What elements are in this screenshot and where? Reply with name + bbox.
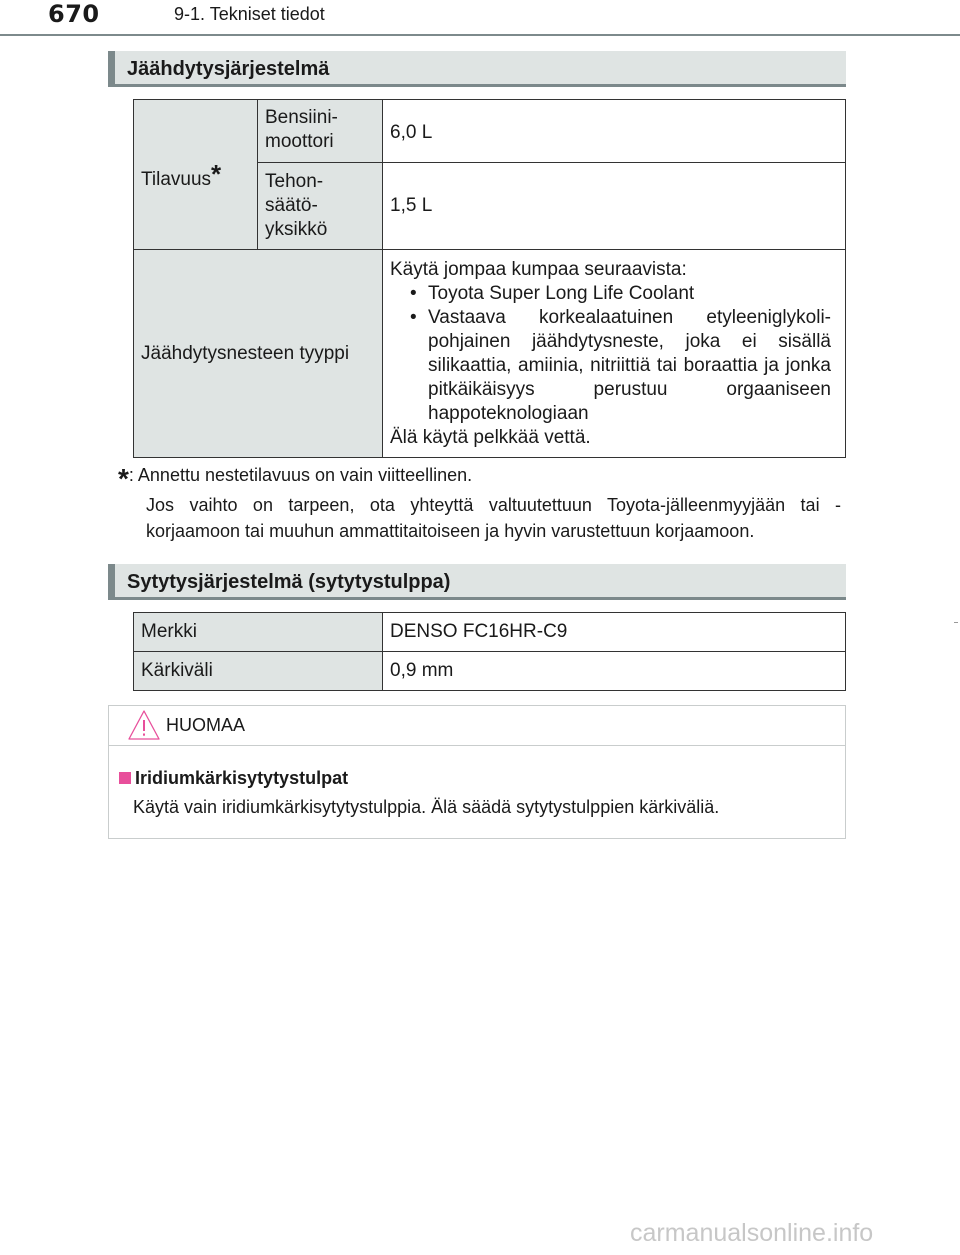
pink-square-icon (119, 772, 131, 784)
brand-label: Merkki (134, 613, 383, 652)
cooling-section-heading (108, 51, 846, 87)
petrol-engine-value: 6,0 L (383, 100, 846, 163)
chapter-title: 9-1. Tekniset tiedot (174, 4, 325, 24)
capacity-label: Tilavuus (141, 168, 212, 190)
table-row (134, 613, 846, 652)
notice-subheading: Iridiumkärkisytytystulpat (135, 768, 349, 788)
notice-heading: HUOMAA (166, 715, 246, 735)
ignition-section-heading (108, 564, 846, 600)
notice-box (108, 705, 846, 839)
footnote-asterisk: * (118, 463, 129, 494)
petrol-engine-label: Bensiini- moottori (258, 100, 383, 163)
footnote-line-1 (118, 462, 841, 492)
brand-value: DENSO FC16HR-C9 (383, 613, 846, 652)
margin-mark (954, 622, 958, 623)
coolant-type-value (383, 250, 846, 458)
notice-header (109, 706, 845, 746)
table-row (134, 250, 846, 458)
list-item: • Vastaava korkealaatuinen etyleeniglykolipohjainen jäähdytysneste, joka ei sisällä silikaattia, amiinia, nitriittiä tai boraattia ja jonka pitkäikäisyys perustuu orgaaniseen happoteknologiaan (390, 306, 831, 426)
table-row (134, 100, 846, 163)
cooling-section-title: Jäähdytysjärjestelmä (127, 58, 330, 80)
ignition-spec-table (133, 612, 846, 691)
table-row (134, 652, 846, 691)
notice-body (119, 764, 719, 822)
coolant-type-intro: Käytä jompaa kumpaa seuraavista: (390, 258, 687, 280)
power-control-unit-value: 1,5 L (383, 163, 846, 250)
header-rule (0, 34, 960, 36)
watermark: carmanualsonline.info (630, 1219, 874, 1247)
capacity-footnote (118, 462, 841, 544)
gap-value: 0,9 mm (383, 652, 846, 691)
capacity-asterisk: * (211, 158, 222, 189)
notice-text: Käytä vain iridiumkärkisytytystulppia. Älä säädä sytytystulppien kärkiväliä. (133, 797, 720, 817)
coolant-options-list (390, 282, 831, 426)
footnote-line-2: Jos vaihto on tarpeen, ota yhteyttä valtuutettuun Toyota-jälleenmyyjään tai -korjaamoon tai muuhun ammattitaitoiseen ja hyvin varustettuun korjaamoon. (146, 495, 841, 541)
list-item: • Toyota Super Long Life Coolant (390, 282, 831, 306)
power-control-unit-label: Tehon- säätö- yksikkö (258, 163, 383, 250)
capacity-label-cell (134, 100, 258, 250)
ignition-section-title: Sytytysjärjestelmä (sytytystulppa) (127, 571, 451, 593)
coolant-type-label: Jäähdytysnesteen tyyppi (134, 250, 383, 458)
warning-triangle-icon (127, 709, 161, 741)
gap-label: Kärkiväli (134, 652, 383, 691)
footnote-text-1: : Annettu nestetilavuus on vain viitteellinen. (128, 465, 473, 485)
page-number: 670 (48, 0, 100, 28)
coolant-type-outro: Älä käytä pelkkää vettä. (390, 426, 591, 448)
cooling-spec-table (133, 99, 846, 458)
